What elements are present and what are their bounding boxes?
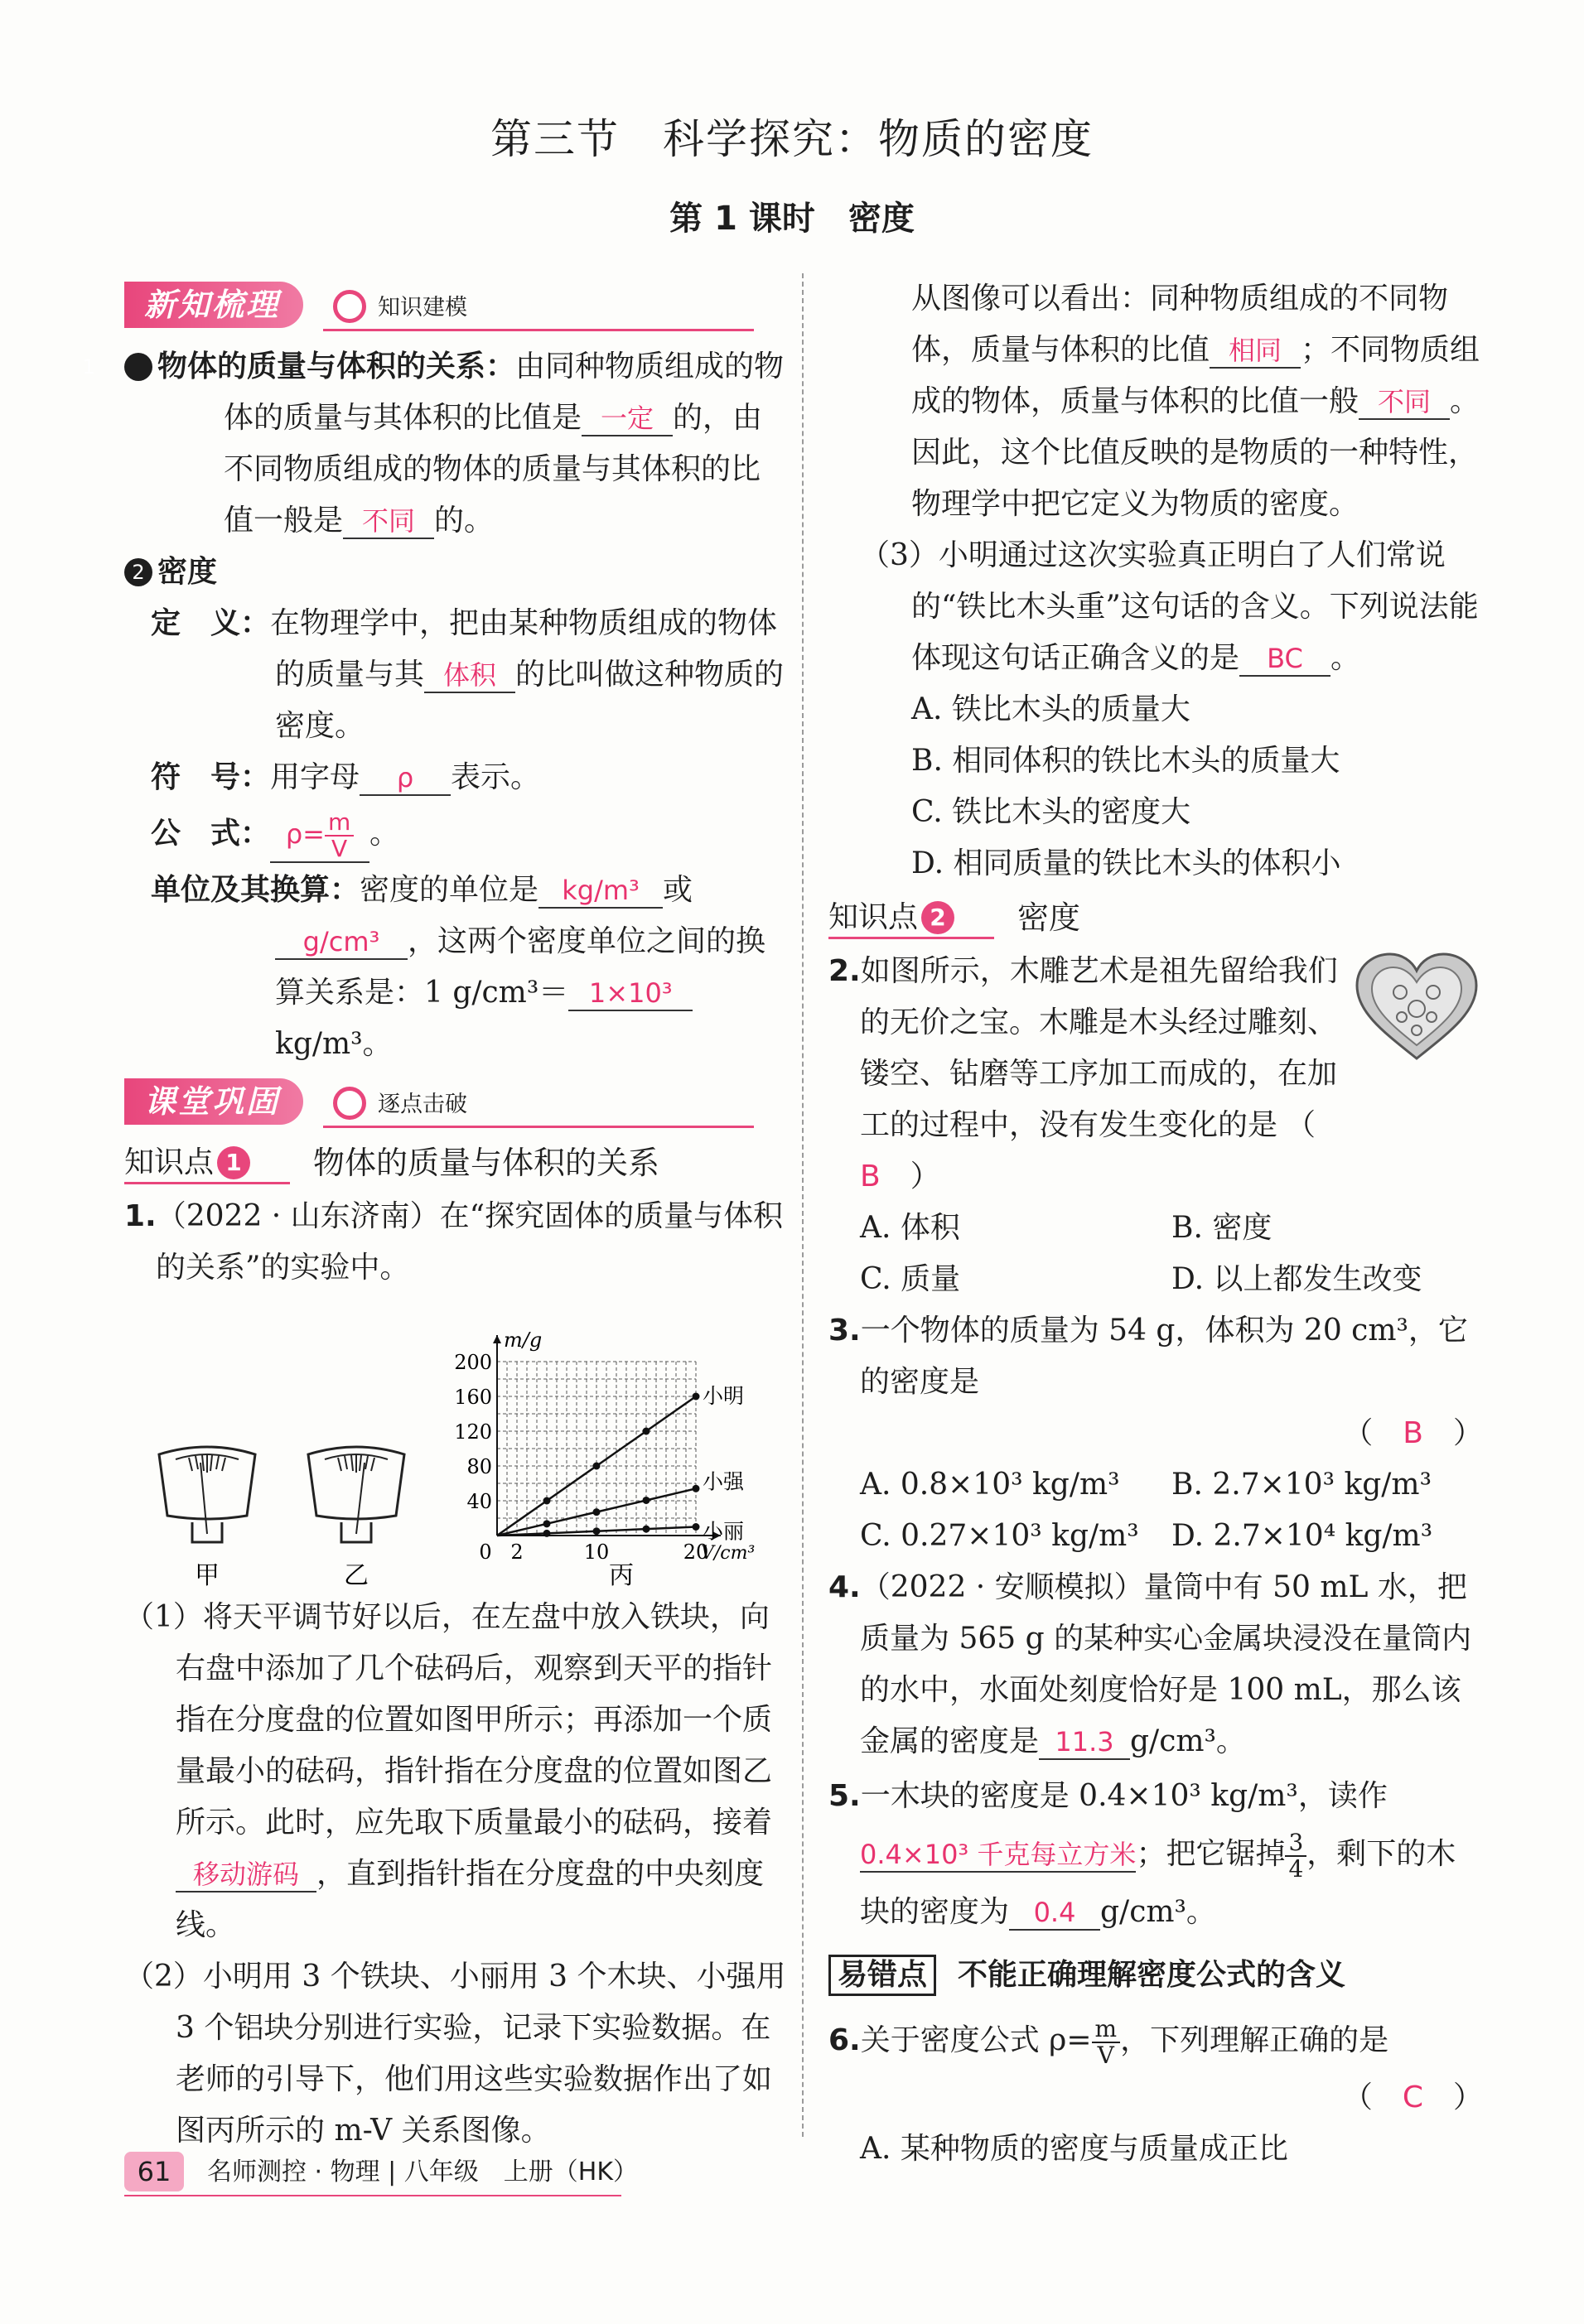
density-symbol: 符 号：用字母 ρ 表示。 <box>151 760 541 794</box>
y-tick-label: 40 <box>466 1490 492 1513</box>
banner-underline <box>323 329 754 331</box>
series-label: 小明 <box>703 1384 745 1408</box>
figure-q1 <box>124 1294 787 1592</box>
fig-label-jia: 甲 <box>195 1561 220 1590</box>
q1-option-b: B. 相同体积的铁比木头的质量大 <box>911 744 1340 778</box>
right-column <box>828 273 1483 2175</box>
q1-option-c: C. 铁比木头的密度大 <box>911 795 1191 829</box>
series-point <box>693 1485 700 1492</box>
series-point <box>593 1508 601 1516</box>
series-point <box>543 1530 551 1537</box>
banner-underline <box>323 1126 754 1128</box>
q3-options-row-1: A. 0.8×10³ kg/m³ B. 2.7×10³ kg/m³ <box>860 1468 1432 1502</box>
y-tick-label: 160 <box>454 1386 492 1409</box>
number-1-icon: 1 <box>124 353 152 381</box>
blank-q1-3: 不同 <box>1359 385 1450 420</box>
number-2-icon: 2 <box>124 558 152 586</box>
blank-k1-1: 一定 <box>582 402 673 436</box>
x-axis-label: V/cm³ <box>701 1543 756 1564</box>
series-point <box>643 1428 650 1435</box>
question-1-part-3: （3）小明通过这次实验真正明白了人们常说的“铁比木头重”这句话的含义。下列说法能体现这句话正确含义的是 BC 。 <box>860 538 1479 675</box>
series-point <box>543 1497 551 1505</box>
q3-answer: B <box>1403 1416 1423 1450</box>
question-6: 6.关于密度公式 ρ= $\frac{m}{V}$ ，下列理解正确的是 <box>828 2015 1389 2069</box>
blank-q1-1: 移动游码 <box>176 1858 316 1892</box>
kp-name: 物体的质量与体积的关系 <box>313 1145 660 1181</box>
series-label: 小强 <box>703 1469 745 1494</box>
x-tick-label: 0 <box>479 1540 492 1564</box>
banner-sub: 知识建模 <box>378 295 467 321</box>
blank-k1-2: 不同 <box>343 504 434 539</box>
magnifier-icon <box>333 290 366 323</box>
knowledge-point-1: 知识点 1 物体的质量与体积的关系 <box>124 1138 787 1188</box>
question-2-stem: 2.如图所示，木雕艺术是祖先留给我们的无价之宝。木雕是木头经过雕刻、镂空、钻磨等工序加工而成的，在加工的过程中，没有发生变化的是 （ B ） <box>828 954 1346 1193</box>
series-point <box>693 1393 700 1401</box>
blank-unit-2: g/cm³ <box>275 925 408 960</box>
blank-q5-2: 0.4 <box>1009 1896 1100 1931</box>
question-1-stem: 1.（2022 · 山东济南）在“探究固体的质量与体积的关系”的实验中。 <box>124 1199 784 1285</box>
blank-def: 体积 <box>424 658 515 693</box>
left-column <box>82 273 787 2157</box>
q6-option-a: A. 某种物质的密度与质量成正比 <box>860 2132 1288 2166</box>
density-formula: 公 式： ρ= $\frac{m}{V}$ 。 <box>151 808 400 862</box>
blank-formula: ρ= $\frac{m}{V}$ <box>270 809 369 863</box>
m-v-chart <box>454 1328 755 1564</box>
y-tick-label: 200 <box>454 1351 492 1374</box>
target-icon <box>333 1087 366 1120</box>
x-tick-label: 20 <box>683 1540 709 1564</box>
density-definition: 定 义：在物理学中，把由某种物质组成的物体的质量与其 体积 的比叫做这种物质的密度。 <box>151 606 785 743</box>
blank-unit-1: kg/m³ <box>538 874 663 909</box>
question-3-stem: 3.一个物体的质量为 54 g，体积为 20 cm³，它的密度是 <box>828 1314 1468 1399</box>
section-title: 第三节 科学探究：物质的密度 <box>490 115 1094 163</box>
q3-answer-bracket: （ B ） <box>1343 1416 1483 1450</box>
x-tick-label: 2 <box>510 1540 524 1564</box>
balance-plate-yi <box>308 1447 404 1542</box>
series-point <box>643 1497 650 1504</box>
density-units: 单位及其换算：密度的单位是 kg/m³ 或g/cm³ ，这两个密度单位之间的换算关系是：1 g/cm³＝ 1×10³kg/m³。 <box>151 873 766 1061</box>
error-title: 不能正确理解密度公式的含义 <box>958 1958 1346 1992</box>
series-label: 小丽 <box>703 1519 745 1544</box>
q6-answer: C <box>1402 2081 1423 2114</box>
x-tick-label: 10 <box>583 1540 610 1564</box>
fig-label-yi: 乙 <box>344 1561 369 1590</box>
series-point <box>593 1463 601 1470</box>
carved-heart-icon <box>1350 949 1483 1065</box>
question-1-part-1: （1）将天平调节好以后，在左盘中放入铁块，向右盘中添加了几个砝码后，观察到天平的指针指在分度盘的位置如图甲所示；再添加一个质量最小的砝码，指针指在分度盘的位置如图乙所示。此时，应先取下质量最小的砝码，接着移动游码 ，直到指针指在分度盘的中央刻度线。 <box>124 1600 773 1942</box>
lesson-title: 第 1 课时 密度 <box>669 200 915 238</box>
series-point <box>643 1526 650 1533</box>
banner-label: 课堂巩固 <box>124 1078 303 1125</box>
blank-unit-3: 1×10³ <box>568 976 693 1011</box>
knowledge-point-2: 知识点 2 密度 <box>828 893 1483 943</box>
y-tick-label: 80 <box>466 1455 492 1478</box>
question-1-part-2-cont: 从图像可以看出：同种物质组成的不同物体，质量与体积的比值 相同 ；不同物质组成的物体，质量与体积的比值一般 不同 。因此，这个比值反映的是物质的一种特性，物理学中把它定义为物质的密度。 <box>911 282 1480 521</box>
q1-option-d: D. 相同质量的铁比木头的体积小 <box>911 846 1341 880</box>
q6-answer-bracket: （ C ） <box>1342 2081 1483 2114</box>
banner-sub: 逐点击破 <box>378 1092 467 1117</box>
question-4: 4.（2022 · 安顺模拟）量筒中有 50 mL 水，把质量为 565 g 的某种实心金属块浸没在量筒内的水中，水面处刻度恰好是 100 mL，那么该金属的密度是 11.3 g/cm³。 <box>828 1570 1472 1758</box>
y-axis-label: m/g <box>504 1328 543 1352</box>
error-tag: 易错点 <box>828 1955 936 1996</box>
series-point <box>593 1527 601 1535</box>
kp-number-badge: 2 <box>921 901 954 934</box>
knowledge-2-title: 2 密度 <box>124 547 787 598</box>
error-point <box>828 1950 1483 2001</box>
blank-q4: 11.3 <box>1039 1725 1130 1760</box>
blank-symbol: ρ <box>360 761 451 796</box>
figure-svg <box>124 1294 787 1592</box>
banner-label: 新知梳理 <box>124 282 303 328</box>
question-1-part-2: （2）小明用 3 个铁块、小丽用 3 个木块、小强用 3 个铝块分别进行实验，记录下实验数据。在老师的引导下，他们用这些实验数据作出了如图丙所示的 m-V 关系图像。 <box>124 1960 786 2148</box>
q2-options-row-2: C. 质量 D. 以上都发生改变 <box>860 1262 1422 1296</box>
knowledge-1: 1 物体的质量与体积的关系：由同种物质组成的物体的质量与其体积的比值是 一定 的，由不同物质组成的物体的质量与其体积的比值一般是 不同 的。 <box>82 350 785 538</box>
series-point <box>693 1523 700 1531</box>
q2-options-row-1: A. 体积 B. 密度 <box>860 1211 1273 1245</box>
question-2 <box>828 946 1483 1305</box>
footer <box>124 2152 804 2193</box>
blank-q5-1: 0.4×10³ 千克每立方米 <box>860 1838 1136 1873</box>
balance-plate-jia <box>159 1447 255 1542</box>
question-5: 5.一木块的密度是 0.4×10³ kg/m³，读作0.4×10³ 千克每立方米；把它锯掉 $\frac{3}{4}$ ，剩下的木块的密度为 0.4 g/cm³。 <box>828 1779 1456 1929</box>
y-tick-label: 120 <box>454 1420 492 1444</box>
kp-name: 密度 <box>1017 899 1081 936</box>
q2-answer: B <box>860 1160 881 1193</box>
page-number: 61 <box>124 2152 184 2191</box>
kp-number-badge: 1 <box>217 1146 250 1179</box>
series-point <box>543 1520 551 1527</box>
blank-q1-2: 相同 <box>1210 334 1301 369</box>
y-axis-arrow <box>493 1335 501 1343</box>
banner-class-practice <box>124 1075 787 1130</box>
blank-q1-4: BC <box>1239 642 1330 677</box>
book-info: 名师测控 · 物理 | 八年级 上册（HK） <box>207 2158 639 2187</box>
q3-options-row-2: C. 0.27×10³ kg/m³ D. 2.7×10⁴ kg/m³ <box>860 1519 1433 1553</box>
banner-new-knowledge <box>124 278 787 333</box>
fig-label-bing: 丙 <box>609 1561 634 1590</box>
column-divider <box>802 273 804 2137</box>
q1-option-a: A. 铁比木头的质量大 <box>911 692 1190 726</box>
